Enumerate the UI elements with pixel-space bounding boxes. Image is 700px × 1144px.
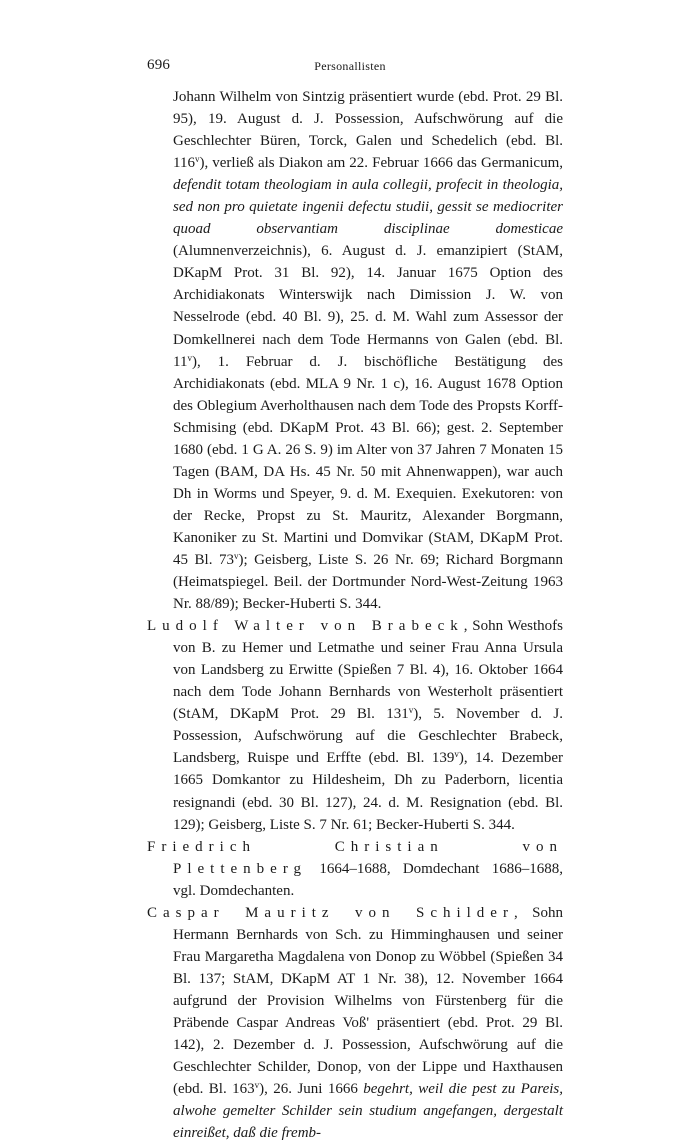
list-item (147, 836, 563, 902)
entry-text: ), 1. Februar d. J. bischöfliche Bestätigung des Archidiakonats (ebd. MLA 9 Nr. 1 c), 16. August 1678 Option des Oblegium Averholthausen nach dem Tode des Propsts Korff-Schmising (ebd. DKapM Prot. 43 Bl. 66); gest. 2. September 1680 (ebd. 1 G A. 26 S. 9) im Alter von 37 Jahren 7 Monaten 15 Tagen (BAM, DA Hs. 45 Nr. 50 mit Ahnenwappen), war auch Dh in Worms und Speyer, 9. d. M. Exequien. Exekutoren: von der Recke, Propst zu St. Mauritz, Alexander Borgmann, Kanoniker zu St. Martini und Domvikar (StAM, DKapM Prot. 45 Bl. 73 (173, 353, 563, 568)
entry-text: , Sohn Westhofs von B. zu Hemer und Letmathe und seiner Frau Anna Ursula von Landsberg zu Erwitte (Spießen 7 Bl. 4), 16. Oktober 1664 nach dem Tode Johann Bernhards von Westerholt präsentiert (StAM, DKapM Prot. 29 Bl. 131 (173, 618, 563, 723)
list-item (147, 86, 563, 615)
list-item (147, 615, 563, 835)
folio-verso-mark: v (187, 352, 192, 363)
entry-text: ); Geisberg, Liste S. 26 Nr. 69; Richard Borgmann (Heimatspiegel. Beil. der Dortmunder Nord-West-Zeitung 1963 Nr. 88/89); Becker-Huberti S. 344. (173, 551, 563, 613)
entry-text: Johann Wilhelm von Sintzig präsentiert wurde (ebd. Prot. 29 Bl. 95), 19. August d. J. Possession, Aufschwörung auf die Geschlechter Büren, Torck, Galen und Schedelich (ebd. Bl. 116 (173, 89, 563, 172)
person-name: Caspar Mauritz von Schilder (147, 904, 514, 921)
entry-text: ), verließ als Diakon am 22. Februar 1666 das Germanicum, (199, 155, 563, 172)
folio-verso-mark: v (408, 705, 414, 716)
folio-verso-mark: v (233, 550, 239, 561)
folio-verso-mark: v (254, 1080, 260, 1091)
person-name: Friedrich Christian von Plettenberg (147, 838, 563, 877)
entry-text: ), 26. Juni 1666 (259, 1081, 364, 1098)
entry-text: (Alumnenverzeichnis), 6. August d. J. emanzipiert (StAM, DKapM Prot. 31 Bl. 92), 14. Januar 1675 Option des Archidiakonats Winterswijk nach Dimission J. W. von Nesselrode (ebd. 40 Bl. 9), 25. d. M. Wahl zum Assessor der Domkellnerei nach dem Tode Hermanns von Galen (ebd. Bl. 11 (173, 243, 563, 370)
text-body (147, 86, 563, 1144)
entry-text: ), 5. November d. J. Possession, Aufschwörung auf die Geschlechter Brabeck, Landsberg, Ruispe und Erffte (ebd. Bl. 139 (173, 706, 563, 767)
page-number: 696 (147, 57, 171, 73)
entry-text: ), 14. Dezember 1665 Domkantor zu Hildesheim, Dh zu Paderborn, licentia resignandi (ebd. 30 Bl. 127), 24. d. M. Resignation (ebd. Bl. 129); Geisberg, Liste S. 7 Nr. 61; Becker-Huberti S. 344. (173, 750, 563, 833)
folio-verso-mark: v (454, 749, 459, 760)
entry-text: 1664–1688, Domdechant 1686–1688, vgl. Domdechanten. (173, 860, 563, 899)
person-name: Ludolf Walter von Brabeck (147, 618, 464, 635)
latin-quotation: begehrt, weil die pest zu Pareis, alwohe gemelter Schilder sein studium angefangen, dergestalt einreißet, daß die fremb- (173, 1081, 564, 1142)
latin-quotation: defendit totam theologiam in aula collegii, profecit in theologia, sed non pro quietate ingenii defectu studii, gessit se mediocriter quoad observantiam disciplinae domesticae (173, 177, 563, 238)
entry-text: , Sohn Hermann Bernhards von Sch. zu Himminghausen und seiner Frau Margaretha Magdalena von Donop zu Wöbbel (Spießen 34 Bl. 137; StAM, DKapM AT 1 Nr. 38), 12. November 1664 aufgrund der Provision Wilhelms von Fürstenberg für die Präbende Caspar Andreas Voß' präsentiert (ebd. Prot. 29 Bl. 142), 2. Dezember d. J. Possession, Aufschwörung auf die Geschlechter Schilder, Donop, von der Lippe und Haxthausen (ebd. Bl. 163 (173, 904, 564, 1098)
list-item (147, 902, 563, 1144)
folio-verso-mark: v (194, 154, 200, 165)
running-head: Personallisten (314, 59, 386, 73)
